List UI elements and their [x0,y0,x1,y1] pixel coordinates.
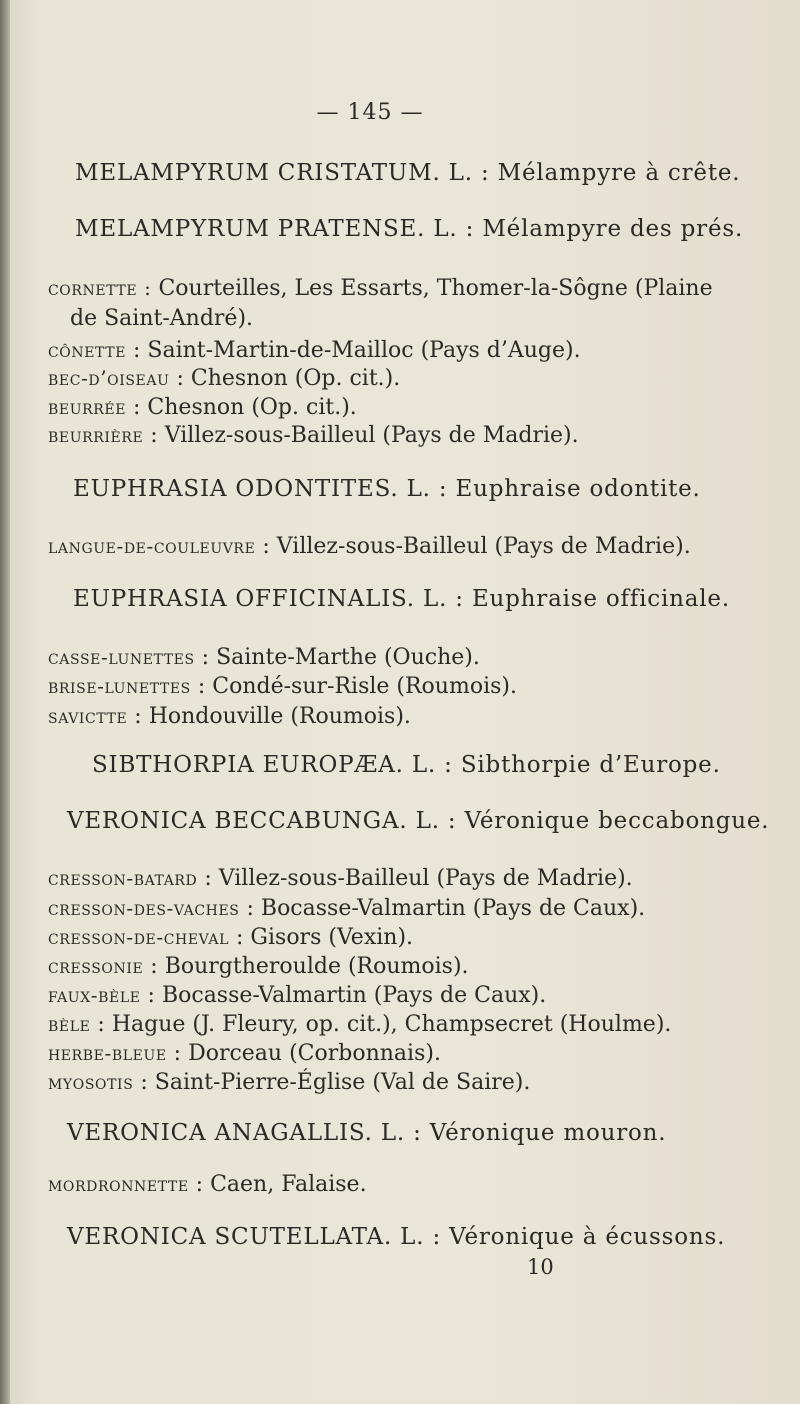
vernacular-name: faux-bèle [48,983,141,1007]
species-heading: VERONICA BECCABUNGA. L. : Véronique beccabongue. [67,808,770,834]
entry-locality: : Gisors (Vexin). [229,925,414,950]
vernacular-name: brise-lunettes [48,674,191,698]
entry-locality: : Chesnon (Op. cit.). [169,366,401,391]
vernacular-entry [48,423,579,448]
vernacular-name: mordronnette [48,1172,189,1196]
entry-locality: : Saint-Martin-de-Mailloc (Pays d’Auge). [126,338,581,363]
vernacular-name: cresson-batard [48,866,198,890]
vernacular-entry [48,366,400,391]
species-heading: VERONICA ANAGALLIS. L. : Véronique mouron. [67,1120,667,1146]
entry-locality: : Bourgtheroulde (Roumois). [143,954,469,979]
vernacular-name: casse-lunettes [48,645,195,669]
entry-locality: : Villez-sous-Bailleul (Pays de Madrie). [255,534,691,559]
species-heading: SIBTHORPIA EUROPÆA. L. : Sibthorpie d’Europe. [92,752,721,778]
vernacular-entry [48,338,581,363]
vernacular-name: beurrière [48,423,144,447]
entry-locality: : Chesnon (Op. cit.). [126,395,357,420]
vernacular-entry [48,925,413,950]
vernacular-name: myosotis [48,1070,134,1094]
vernacular-entry [48,866,633,891]
entry-locality: : Sainte-Marthe (Ouche). [194,645,480,670]
vernacular-entry [48,896,645,921]
page-binding-edge [0,0,10,1404]
vernacular-entry [48,674,517,699]
signature-mark: 10 [527,1255,554,1279]
vernacular-name: bec-d’oiseau [48,366,170,390]
vernacular-name: beurrée [48,395,127,419]
species-heading: MELAMPYRUM PRATENSE. L. : Mélampyre des prés. [75,216,744,242]
entry-locality: Courteilles, Les Essarts, Thomer-la-Sôgne (Plaine [151,276,713,301]
page-number: — 145 — [316,100,424,125]
entry-locality: : Hondouville (Roumois). [127,704,411,729]
vernacular-entry [48,983,546,1008]
entry-locality: : Bocasse-Valmartin (Pays de Caux). [239,896,646,921]
entry-locality: : Villez-sous-Bailleul (Pays de Madrie). [143,423,579,448]
vernacular-entry [48,1041,441,1066]
species-heading: VERONICA SCUTELLATA. L. : Véronique à écussons. [67,1224,726,1250]
vernacular-entry [48,395,357,420]
vernacular-entry [48,534,691,559]
vernacular-name: herbe-bleue [48,1041,167,1065]
vernacular-name: cornette : [48,276,152,300]
entry-locality: : Caen, Falaise. [188,1172,367,1197]
vernacular-name: cressonie [48,954,144,978]
entry-locality: : Villez-sous-Bailleul (Pays de Madrie). [197,866,633,891]
vernacular-name: bèle [48,1012,91,1036]
entry-continuation: de Saint-André). [70,306,254,331]
entry-locality: : Hague (J. Fleury, op. cit.), Champsecret (Houlme). [90,1012,672,1037]
vernacular-entry [48,1012,671,1037]
vernacular-entry [48,1172,367,1197]
species-heading: MELAMPYRUM CRISTATUM. L. : Mélampyre à crête. [75,160,741,186]
vernacular-name: cônette [48,338,127,362]
vernacular-entry [48,1070,530,1095]
vernacular-name: cresson-des-vaches [48,896,240,920]
vernacular-entry [48,954,469,979]
vernacular-name: langue-de-couleuvre [48,534,256,558]
entry-locality: : Condé-sur-Risle (Roumois). [190,674,517,699]
entry-locality: : Saint-Pierre-Église (Val de Saire). [133,1070,531,1095]
species-heading: EUPHRASIA ODONTITES. L. : Euphraise odontite. [73,476,701,502]
vernacular-entry [48,645,480,670]
vernacular-entry [48,276,713,301]
species-heading: EUPHRASIA OFFICINALIS. L. : Euphraise officinale. [73,586,730,612]
entry-locality: : Dorceau (Corbonnais). [166,1041,441,1066]
entry-locality: : Bocasse-Valmartin (Pays de Caux). [140,983,547,1008]
vernacular-name: savictte [48,704,128,728]
vernacular-name: cresson-de-cheval [48,925,230,949]
vernacular-entry [48,704,411,729]
